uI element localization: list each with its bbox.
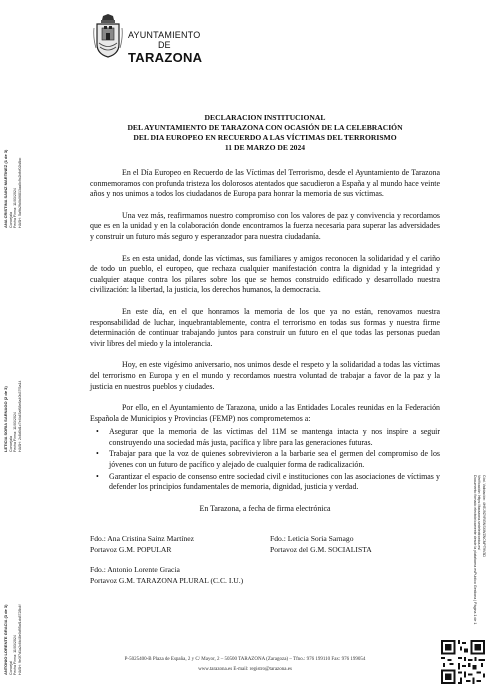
stamp-line-1a: Concejala xyxy=(8,212,13,228)
signature-role-2: Portavoz del G.M. SOCIALISTA xyxy=(270,544,372,554)
signature-role-3: Portavoz G.M. TARAZONA PLURAL (C.C. I.U.) xyxy=(90,575,244,585)
document-title xyxy=(90,113,440,153)
qr-code-icon xyxy=(441,640,485,684)
org-name-line2: DE xyxy=(158,40,171,50)
signature-stamps-margin xyxy=(0,0,44,693)
signature-role-1: Portavoz G.M. POPULAR xyxy=(90,544,172,554)
signatures-row xyxy=(90,534,440,555)
title-line1: DECLARACION INSTITUCIONAL xyxy=(204,113,326,122)
paragraph-3: Es en esta unidad, donde las víctimas, sus familiares y amigos reconocen la solidaridad y el cariño de todo un pueblo, el europeo, que rechaza cualquier manifestación contra la dignidad y la integridad y cualquier ataque contra los pilares sobre los que se hemos construido edificado y desarrollado nuestra civilización: la libertad, la justicia, los derechos humanos, la democracia. xyxy=(90,253,440,295)
organization-name xyxy=(128,30,202,65)
coat-of-arms-icon xyxy=(93,14,123,58)
stamp-line-3b: Fecha Firma: 11/03/2024 xyxy=(13,635,18,675)
title-line3: DEL DIA EUROPEO EN RECUERDO A LAS VÍCTIMAS DEL TERRORISMO xyxy=(133,133,397,142)
paragraph-6: Por ello, en el Ayuntamiento de Tarazona, unido a las Entidades Locales reunidas en la Federación Española de Municipios y Provincias (FEMP) nos comprometemos a: xyxy=(90,403,440,423)
paragraph-4: En este día, en el que honramos la memoria de los que ya no están, renovamos nuestra responsabilidad de luchar, inquebrantablemente, contra el terrorismo en todas sus formas y nuestra firme determinación de continuar trabajando juntos para construir un futuro en el que todas las personas puedan vivir libres del miedo y la intolerancia. xyxy=(90,306,440,348)
commitments-list xyxy=(90,427,440,493)
stamp-line-3c: HASH: 9e3f7d1a2c6b48e0d95af1cb8728b4f xyxy=(17,604,22,675)
signature-block-3 xyxy=(90,565,440,586)
signature-name-2: Fdo.: Leticia Soria Sarnago xyxy=(270,534,354,544)
closing-line: En Tarazona, a fecha de firma electrónica xyxy=(199,503,331,513)
title-line2: DEL AYUNTAMIENTO DE TARAZONA CON OCASIÓN DE LA CELEBRACIÓN xyxy=(127,123,403,132)
stamp-line-1c: HASH: 5a9b2fb0b06813aa0c9c2bfbf02b8bc xyxy=(17,157,22,228)
commitment-item-2: • Trabajar para que la voz de quienes sobrevivieron a la barbarie sea el germen del compromiso de los jóvenes con un futuro de pacífico y alejado de cualquier forma de radicalización. xyxy=(90,449,440,470)
commitment-item-3: • Garantizar el espacio de consenso entre sociedad civil e instituciones con las asociaciones de víctimas y defender los principios fundamentales de memoria, dignidad, justicia y verdad. xyxy=(90,472,440,493)
stamp-line-2b: Fecha Firma: 11/03/2024 xyxy=(13,412,18,452)
signature-block-1 xyxy=(90,534,265,555)
signature-name-1: Fdo.: Ana Cristina Sainz Martínez xyxy=(90,534,194,544)
stamp-line-1b: Fecha Firma: 11/03/2024 xyxy=(13,188,18,228)
org-name-line1: AYUNTAMIENTO xyxy=(128,30,201,40)
org-name-line3: TARAZONA xyxy=(128,50,203,65)
stamp-line-3a: Concejal xyxy=(8,661,13,675)
title-line4: 11 DE MARZO DE 2024 xyxy=(224,143,306,152)
stamp-title-1: ANA CRISTINA SAINZ MARTINEZ (1 de 3) xyxy=(3,149,8,228)
paragraph-5: Hoy, en este vigésimo aniversario, nos unimos desde el respeto y la solidaridad a todas las víctimas del terrorismo en Europa y en el mundo y recordamos nuestra voluntad de trabajar a favor de la paz y la justicia en nuestros pueblos y ciudades. xyxy=(90,360,440,391)
commitment-item-1: • Asegurar que la memoria de las víctimas del 11M se mantenga intacta y nos inspire a seguir construyendo una sociedad más justa, pacífica y libre para las generaciones futuras. xyxy=(90,427,440,448)
footer-contact: www.tarazona.es E-mail: registro@tarazona.es xyxy=(198,667,292,672)
signature-name-3: Fdo.: Antonio Lorente Gracia xyxy=(90,565,180,575)
stamp-line-2a: Concejala xyxy=(8,436,13,452)
stamp-title-2: LETICIA SORIA SARNAGO (2 de 3) xyxy=(3,386,8,452)
validation-margin xyxy=(466,475,488,635)
paragraph-1: En el Día Europeo en Recuerdo de las Víctimas del Terrorismo, desde el Ayuntamiento de Tarazona conmemoramos con profunda tristeza los dolorosos atentados que sacudieron a España y al mundo hace veinte años y nos unimos a todos los ciudadanos de Europa para honrar la memoria de sus víctimas. xyxy=(90,168,440,199)
validation-code: Cód. Validación: 4HEJ9ZYRGNSXWZNCNPT9V3D xyxy=(482,475,486,558)
validation-note: Documento firmado electrónicamente desde la plataforma esPublico Gestiona | Página 1 de 1 xyxy=(472,475,477,625)
footer-address: P-5025400-B Plaza de España, 2 y C/ Mayor, 2 – 50500 TARAZONA (Zaragoza) – Tfno.: 976 199110 Fax: 976 199054 xyxy=(124,657,366,662)
document-body xyxy=(90,168,440,586)
paragraph-2: Una vez más, reafirmamos nuestro compromiso con los valores de paz y convivencia y recordamos que es en la unidad y en la colaboración donde encontramos la fuerza necesaria para superar las adversidades y construir un futuro más seguro y esperanzador para nuestra ciudadanía. xyxy=(90,210,440,241)
stamp-title-3: ANTONIO LORENTE GRACIA (3 de 3) xyxy=(3,604,8,675)
signature-block-2 xyxy=(270,534,440,555)
validation-url: Verificación: https://tarazona.sedelectronica.es/ xyxy=(477,475,482,551)
stamp-line-2c: HASH: 2c8d0d1c7e4b45af68e8a40b37f3a14 xyxy=(17,380,22,452)
